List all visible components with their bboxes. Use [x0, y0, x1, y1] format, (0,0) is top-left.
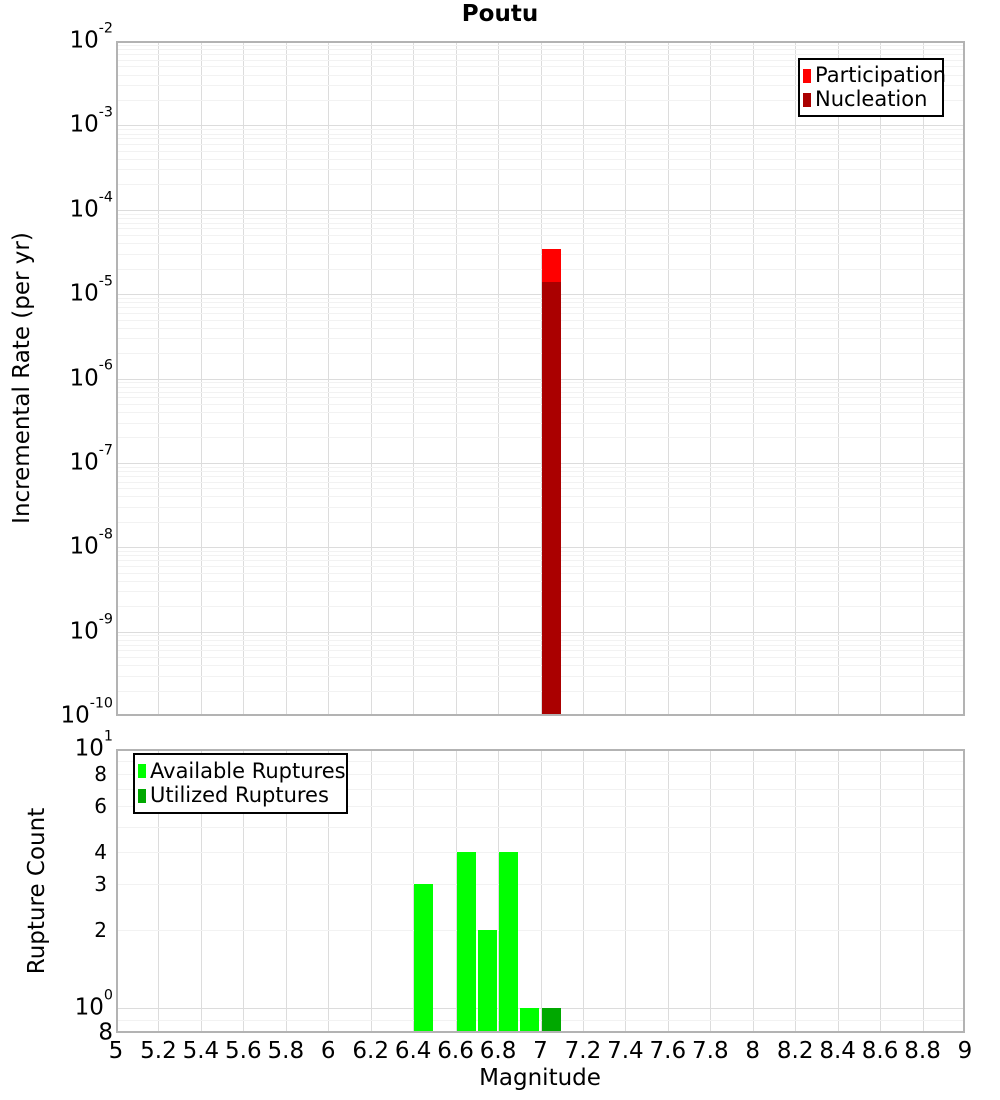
minor-gridline: [118, 884, 963, 885]
minor-gridline: [118, 338, 963, 339]
y-tick-label: $10^{-9}$: [69, 611, 113, 645]
minor-gridline: [118, 467, 963, 468]
minor-gridline: [118, 471, 963, 472]
minor-gridline: [118, 437, 963, 438]
major-gridline: [118, 463, 963, 464]
minor-gridline: [118, 581, 963, 582]
major-gridline: [118, 632, 963, 633]
y-tick-label: 8: [94, 762, 107, 787]
y-tick-label: $10^{-2}$: [69, 20, 113, 54]
x-tick-label: 8.6: [861, 1038, 899, 1064]
minor-gridline: [118, 134, 963, 135]
minor-gridline: [118, 645, 963, 646]
minor-gridline: [118, 852, 963, 853]
minor-gridline: [118, 522, 963, 523]
x-tick-label: 6.8: [479, 1038, 517, 1064]
y-tick-label: 4: [94, 840, 107, 865]
available-ruptures-bar: [499, 852, 518, 1031]
minor-gridline: [118, 169, 963, 170]
minor-gridline: [118, 184, 963, 185]
x-tick-label: 5.4: [182, 1038, 220, 1064]
minor-gridline: [118, 566, 963, 567]
x-tick-label: 7.2: [564, 1038, 602, 1064]
minor-gridline: [118, 665, 963, 666]
minor-gridline: [118, 243, 963, 244]
vertical-gridline: [795, 751, 796, 1031]
x-axis-label-magnitude: Magnitude: [479, 1065, 601, 1091]
minor-gridline: [118, 387, 963, 388]
top-legend: [798, 58, 947, 117]
minor-gridline: [118, 54, 963, 55]
minor-gridline: [118, 397, 963, 398]
minor-gridline: [118, 382, 963, 383]
y-tick-label: 3: [94, 872, 107, 897]
y-tick-label: $10^0$: [74, 987, 113, 1021]
available-ruptures-bar: [478, 930, 497, 1031]
y-tick-label: $10^{-3}$: [69, 104, 113, 138]
minor-gridline: [118, 151, 963, 152]
y-tick-label: 2: [94, 917, 107, 942]
vertical-gridline: [625, 751, 626, 1031]
minor-gridline: [118, 827, 963, 828]
legend-label-nucleation: Nucleation: [815, 87, 928, 111]
legend-item-available-ruptures: [138, 758, 346, 783]
major-gridline: [118, 294, 963, 295]
x-tick-label: 5.2: [140, 1038, 177, 1064]
utilized-ruptures-bar: [542, 1008, 561, 1031]
minor-gridline: [118, 488, 963, 489]
minor-gridline: [118, 476, 963, 477]
major-gridline: [118, 125, 963, 126]
y-axis-label-rupture-count: Rupture Count: [24, 807, 50, 975]
minor-gridline: [118, 650, 963, 651]
minor-gridline: [118, 223, 963, 224]
minor-gridline: [118, 591, 963, 592]
minor-gridline: [118, 930, 963, 931]
minor-gridline: [118, 228, 963, 229]
y-tick-label: $10^{-5}$: [69, 273, 113, 307]
minor-gridline: [118, 129, 963, 130]
x-tick-label: 5.6: [225, 1038, 262, 1064]
minor-gridline: [118, 218, 963, 219]
minor-gridline: [118, 404, 963, 405]
minor-gridline: [118, 412, 963, 413]
minor-gridline: [118, 560, 963, 561]
available-ruptures-bar: [520, 1008, 539, 1031]
vertical-gridline: [710, 751, 711, 1031]
major-gridline: [118, 210, 963, 211]
minor-gridline: [118, 353, 963, 354]
x-tick-label: 5.8: [267, 1038, 305, 1064]
bottom-legend: [133, 753, 348, 814]
x-tick-label: 8.2: [776, 1038, 814, 1064]
x-tick-label: 9: [957, 1038, 973, 1064]
legend-item-utilized-ruptures: [138, 785, 343, 806]
major-gridline: [118, 547, 963, 548]
minor-gridline: [118, 507, 963, 508]
x-tick-label: 5: [108, 1038, 124, 1064]
minor-gridline: [118, 298, 963, 299]
participation-color-swatch-icon: [803, 69, 811, 83]
available-ruptures-bar: [414, 884, 433, 1031]
x-tick-label: 8.8: [904, 1038, 941, 1064]
available-ruptures-color-swatch-icon: [138, 764, 146, 778]
nucleation-color-swatch-icon: [803, 93, 811, 107]
x-tick-label: 6.6: [437, 1038, 474, 1064]
minor-gridline: [118, 235, 963, 236]
minor-gridline: [118, 49, 963, 50]
y-tick-label: $10^{-4}$: [69, 189, 113, 223]
vertical-gridline: [838, 751, 839, 1031]
x-tick-label: 6: [320, 1038, 336, 1064]
utilized-ruptures-color-swatch-icon: [138, 789, 146, 803]
legend-label-utilized-ruptures: Utilized Ruptures: [150, 783, 329, 808]
minor-gridline: [118, 423, 963, 424]
minor-gridline: [118, 496, 963, 497]
y-tick-label: 8: [98, 1019, 113, 1046]
y-tick-label: $10^{-8}$: [69, 526, 113, 560]
minor-gridline: [118, 328, 963, 329]
minor-gridline: [118, 254, 963, 255]
minor-gridline: [118, 45, 963, 46]
y-tick-label: $10^{-10}$: [60, 695, 113, 729]
minor-gridline: [118, 482, 963, 483]
y-tick-label: 6: [94, 794, 107, 819]
x-tick-label: 8: [745, 1038, 761, 1064]
vertical-gridline: [541, 751, 542, 1031]
minor-gridline: [118, 657, 963, 658]
vertical-gridline: [371, 751, 372, 1031]
x-tick-label: 7.6: [649, 1038, 687, 1064]
major-gridline: [118, 1008, 963, 1009]
legend-label-participation: Participation: [815, 63, 947, 87]
vertical-gridline: [880, 751, 881, 1031]
legend-item-participation: [803, 63, 947, 87]
x-tick-label: 7.4: [607, 1038, 644, 1064]
minor-gridline: [118, 635, 963, 636]
y-tick-label: $10^{-7}$: [69, 442, 113, 476]
y-tick-label: $10^{-6}$: [69, 357, 113, 391]
vertical-gridline: [753, 751, 754, 1031]
top-chart-plot-area: [116, 41, 965, 716]
minor-gridline: [118, 551, 963, 552]
chart-title: Poutu: [461, 1, 539, 27]
minor-gridline: [118, 640, 963, 641]
minor-gridline: [118, 392, 963, 393]
x-tick-label: 6.2: [352, 1038, 389, 1064]
nucleation-bar: [542, 282, 561, 714]
minor-gridline: [118, 307, 963, 308]
x-tick-label: 6.4: [394, 1038, 432, 1064]
minor-gridline: [118, 269, 963, 270]
minor-gridline: [118, 1020, 963, 1021]
legend-label-available-ruptures: Available Ruptures: [150, 758, 346, 783]
y-tick-label: $10^1$: [74, 728, 113, 762]
minor-gridline: [118, 691, 963, 692]
vertical-gridline: [583, 751, 584, 1031]
vertical-gridline: [668, 751, 669, 1031]
available-ruptures-bar: [457, 852, 476, 1031]
minor-gridline: [118, 320, 963, 321]
x-tick-label: 8.4: [819, 1038, 856, 1064]
minor-gridline: [118, 676, 963, 677]
minor-gridline: [118, 138, 963, 139]
major-gridline: [118, 379, 963, 380]
x-tick-label: 7: [533, 1038, 548, 1064]
vertical-gridline: [923, 751, 924, 1031]
minor-gridline: [118, 214, 963, 215]
x-tick-label: 7.8: [692, 1038, 729, 1064]
minor-gridline: [118, 144, 963, 145]
minor-gridline: [118, 573, 963, 574]
minor-gridline: [118, 313, 963, 314]
minor-gridline: [118, 606, 963, 607]
minor-gridline: [118, 159, 963, 160]
minor-gridline: [118, 555, 963, 556]
legend-item-nucleation: [803, 89, 939, 110]
y-axis-label-incremental-rate: Incremental Rate (per yr): [9, 232, 35, 524]
minor-gridline: [118, 302, 963, 303]
